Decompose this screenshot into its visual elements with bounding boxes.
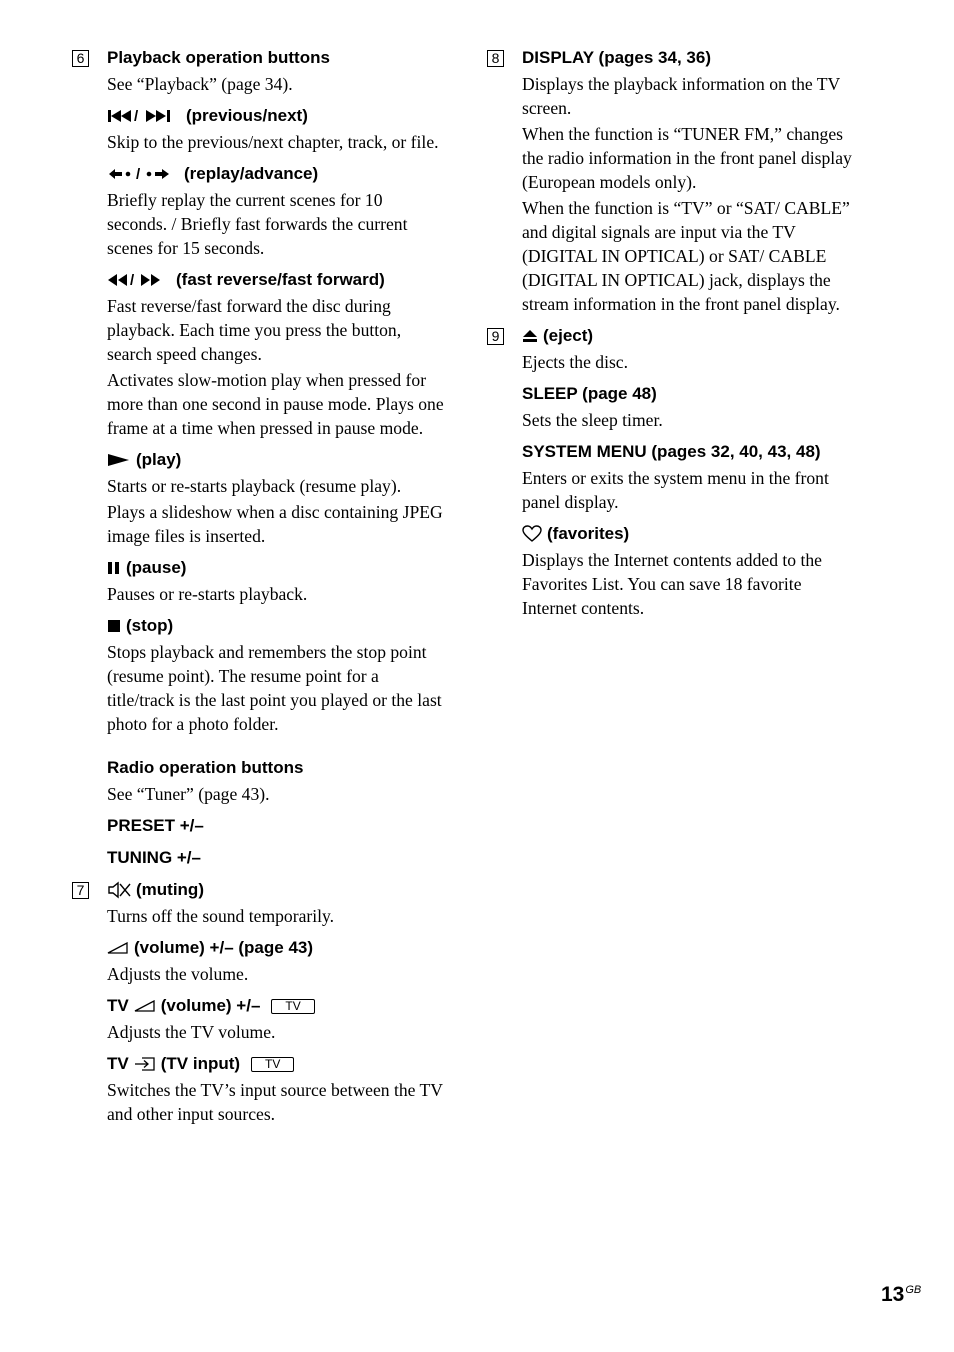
favorites-label: (favorites)	[547, 524, 630, 543]
play-label: (play)	[136, 450, 182, 469]
sleep-heading: SLEEP (page 48)	[522, 384, 657, 403]
pause-desc: Pauses or re-starts playback.	[107, 584, 308, 604]
section-7	[72, 879, 444, 1126]
stop-label: (stop)	[126, 616, 174, 635]
fast-reverse-forward-label: (fast reverse/fast forward)	[176, 270, 385, 289]
muting-heading	[107, 879, 444, 901]
display-desc-1: Displays the playback information on the TV screen.	[522, 74, 840, 118]
preset-heading: PRESET +/–	[107, 816, 204, 835]
section-8	[487, 47, 859, 316]
tv-input-heading	[107, 1053, 444, 1075]
display-desc-2: When the function is “TUNER FM,” changes the radio information in the front panel display (European models only).	[522, 124, 852, 192]
volume-icon	[134, 1000, 156, 1012]
tv-input-icon	[134, 1056, 156, 1072]
pause-heading	[107, 557, 444, 579]
volume-label: (volume) +/– (page 43)	[134, 938, 314, 957]
heart-icon	[522, 525, 542, 543]
prev-next-label: (previous/next)	[186, 106, 308, 125]
eject-label: (eject)	[543, 326, 594, 345]
section-number: 6	[72, 50, 89, 67]
volume-desc: Adjusts the volume.	[107, 964, 249, 984]
system-menu-desc: Enters or exits the system menu in the front panel display.	[522, 468, 829, 512]
tv-input-label: (TV input)	[160, 1054, 241, 1073]
page-number-value: 13	[881, 1283, 905, 1306]
display-desc-3: When the function is “TV” or “SAT/ CABLE” and digital signals are input via the TV (DIGITAL IN OPTICAL) or SAT/ CABLE (DIGITAL IN OPTICAL) jack, displays the stream information in the front panel display.	[522, 198, 850, 314]
replay-advance-heading	[107, 163, 444, 185]
section-9	[487, 325, 859, 620]
prev-next-desc: Skip to the previous/next chapter, track, or file.	[107, 132, 439, 152]
eject-icon	[522, 329, 538, 343]
tv-volume-prefix: TV	[107, 996, 129, 1015]
fast-reverse-forward-icon	[107, 273, 171, 287]
radio-title: Radio operation buttons	[107, 758, 304, 777]
replay-advance-desc: Briefly replay the current scenes for 10 seconds. / Briefly fast forwards the current scenes for 15 seconds.	[107, 190, 408, 258]
section-number: 9	[487, 328, 504, 345]
play-heading	[107, 449, 444, 471]
stop-desc: Stops playback and remembers the stop point (resume point). The resume point for a title/track is the last point you played or the last photo for a photo folder.	[107, 642, 442, 734]
eject-desc: Ejects the disc.	[522, 352, 629, 372]
pause-icon	[107, 561, 121, 575]
sleep-desc: Sets the sleep timer.	[522, 410, 663, 430]
tuning-heading: TUNING +/–	[107, 848, 201, 867]
muting-desc: Turns off the sound temporarily.	[107, 906, 335, 926]
tv-volume-desc: Adjusts the TV volume.	[107, 1022, 276, 1042]
radio-section	[72, 757, 444, 869]
fast-reverse-forward-desc: Fast reverse/fast forward the disc during playback. Each time you press the button, search speed changes.	[107, 296, 402, 364]
section-title: Playback operation buttons	[107, 48, 330, 67]
previous-next-icon	[107, 109, 181, 123]
prev-next-heading	[107, 105, 444, 127]
favorites-heading	[522, 523, 859, 545]
section-number: 8	[487, 50, 504, 67]
slideshow-desc: Plays a slideshow when a disc containing JPEG image files is inserted.	[107, 502, 443, 546]
pause-label: (pause)	[126, 558, 187, 577]
replay-advance-label: (replay/advance)	[184, 164, 319, 183]
play-icon	[107, 453, 131, 467]
page-number-suffix: GB	[905, 1284, 922, 1296]
volume-heading	[107, 937, 444, 959]
section-number: 7	[72, 882, 89, 899]
display-heading: DISPLAY (pages 34, 36)	[522, 48, 711, 67]
section-6	[72, 47, 444, 736]
tv-input-prefix: TV	[107, 1054, 129, 1073]
right-column	[487, 44, 859, 622]
play-desc: Starts or re-starts playback (resume play).	[107, 476, 402, 496]
fast-reverse-forward-heading	[107, 269, 444, 291]
slow-motion-desc: Activates slow-motion play when pressed for more than one second in pause mode. Plays one frame at a time when pressed in pause mode.	[107, 370, 444, 438]
muting-icon	[107, 881, 131, 899]
muting-label: (muting)	[136, 880, 204, 899]
left-column	[72, 44, 444, 1128]
section-intro: See “Playback” (page 34).	[107, 74, 293, 94]
tv-volume-label: (volume) +/–	[160, 996, 261, 1015]
tv-volume-heading	[107, 995, 444, 1017]
stop-heading	[107, 615, 444, 637]
replay-advance-icon	[107, 167, 179, 181]
volume-icon	[107, 942, 129, 954]
svg-text:/: /	[136, 167, 141, 181]
tv-badge: TV	[271, 999, 314, 1014]
svg-text:/: /	[134, 109, 139, 123]
radio-intro: See “Tuner” (page 43).	[107, 784, 270, 804]
eject-heading	[522, 325, 859, 347]
favorites-desc: Displays the Internet contents added to the Favorites List. You can save 18 favorite Internet contents.	[522, 550, 822, 618]
page-number	[881, 1283, 921, 1307]
tv-input-desc: Switches the TV’s input source between the TV and other input sources.	[107, 1080, 443, 1124]
svg-text:/: /	[130, 273, 135, 287]
tv-badge: TV	[251, 1057, 294, 1072]
system-menu-heading: SYSTEM MENU (pages 32, 40, 43, 48)	[522, 442, 821, 461]
stop-icon	[107, 619, 121, 633]
